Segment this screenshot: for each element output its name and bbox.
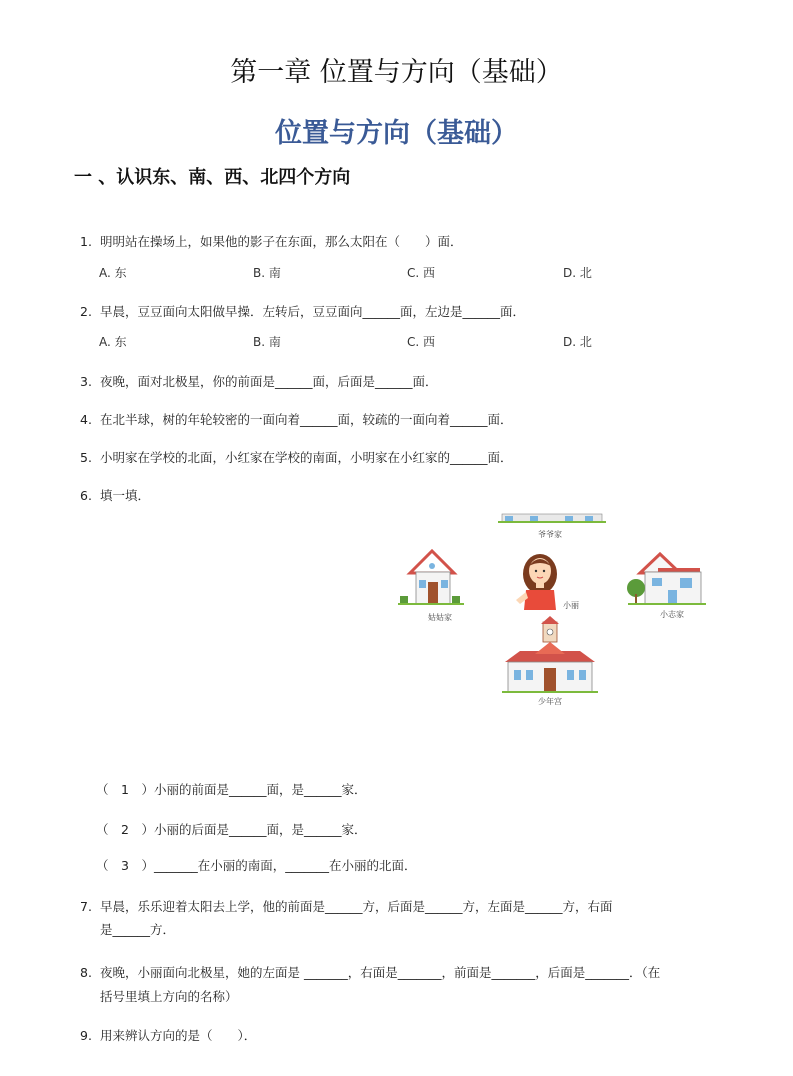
question-number: 3. bbox=[80, 374, 92, 389]
subtitle: 位置与方向（基础） bbox=[275, 118, 518, 149]
question-9 bbox=[80, 1026, 256, 1044]
question-text: 夜晚，面对北极星，你的前面是______面，后面是______面． bbox=[100, 374, 438, 389]
question-7-continued: 是______方． bbox=[100, 922, 176, 937]
question-2 bbox=[80, 302, 525, 320]
question-text: 夜晚，小丽面向北极星，她的左面是 _______，右面是_______，前面是_______，后面是_______．（在 bbox=[100, 965, 661, 980]
question-number: 2. bbox=[80, 304, 92, 319]
option-b[interactable]: B. 南 bbox=[253, 266, 281, 280]
document-title: 第一章 位置与方向（基础） bbox=[230, 57, 563, 88]
question-number: 4. bbox=[80, 412, 92, 427]
question-8 bbox=[80, 963, 660, 981]
question-number: 6. bbox=[80, 488, 92, 503]
question-5 bbox=[80, 448, 513, 466]
question-text: 填一填． bbox=[100, 488, 151, 503]
xiaoli-label: 小丽 bbox=[563, 601, 579, 610]
question-text: 小明家在学校的北面，小红家在学校的南面，小明家在小红家的______面． bbox=[100, 450, 513, 465]
sub-question-3: （ 3 ）_______在小丽的南面，_______在小丽的北面． bbox=[96, 858, 417, 873]
youth-palace-icon bbox=[502, 616, 598, 693]
grandpa-house-icon bbox=[498, 514, 606, 523]
question-text: 明明站在操场上，如果他的影子在东面，那么太阳在（ ）面． bbox=[100, 234, 463, 249]
option-d[interactable]: D. 北 bbox=[563, 266, 592, 280]
option-b[interactable]: B. 南 bbox=[253, 335, 281, 349]
sub-question-2: （ 2 ）小丽的后面是______面，是______家． bbox=[96, 822, 367, 837]
question-text: 早晨，乐乐迎着太阳去上学，他的前面是______方，后面是______方，左面是______方，右面 bbox=[100, 899, 613, 914]
question-8-continued: 括号里填上方向的名称） bbox=[100, 989, 238, 1004]
option-c[interactable]: C. 西 bbox=[407, 266, 436, 280]
question-number: 9. bbox=[80, 1028, 92, 1043]
girl-icon bbox=[516, 554, 557, 610]
section-heading: 一 、认识东、南、西、北四个方向 bbox=[74, 167, 351, 188]
question-1 bbox=[80, 232, 463, 250]
question-number: 7. bbox=[80, 899, 92, 914]
question-3 bbox=[80, 372, 438, 390]
question-number: 5. bbox=[80, 450, 92, 465]
xiaozhi-house-label: 小志家 bbox=[660, 610, 684, 619]
option-c[interactable]: C. 西 bbox=[407, 335, 436, 349]
question-text: 在北半球，树的年轮较密的一面向着______面，较疏的一面向着______面． bbox=[100, 412, 513, 427]
question-4 bbox=[80, 410, 513, 428]
question-text: 用来辨认方向的是（ ）． bbox=[100, 1028, 257, 1043]
grandpa-house-label: 爷爷家 bbox=[538, 530, 562, 539]
youth-palace-label: 少年宫 bbox=[538, 697, 562, 706]
sub-question-1: （ 1 ）小丽的前面是______面，是______家． bbox=[96, 782, 367, 797]
option-a[interactable]: A. 东 bbox=[99, 266, 127, 280]
option-d[interactable]: D. 北 bbox=[563, 335, 592, 349]
question-7 bbox=[80, 897, 613, 915]
xiaozhi-house-icon bbox=[627, 554, 706, 605]
question-number: 8. bbox=[80, 965, 92, 980]
aunt-house-icon bbox=[398, 551, 464, 605]
question-number: 1. bbox=[80, 234, 92, 249]
question-6 bbox=[80, 486, 150, 504]
direction-figure bbox=[390, 508, 710, 708]
aunt-house-label: 姑姑家 bbox=[428, 613, 452, 622]
option-a[interactable]: A. 东 bbox=[99, 335, 127, 349]
question-text: 早晨，豆豆面向太阳做早操．左转后，豆豆面向______面，左边是______面． bbox=[100, 304, 526, 319]
